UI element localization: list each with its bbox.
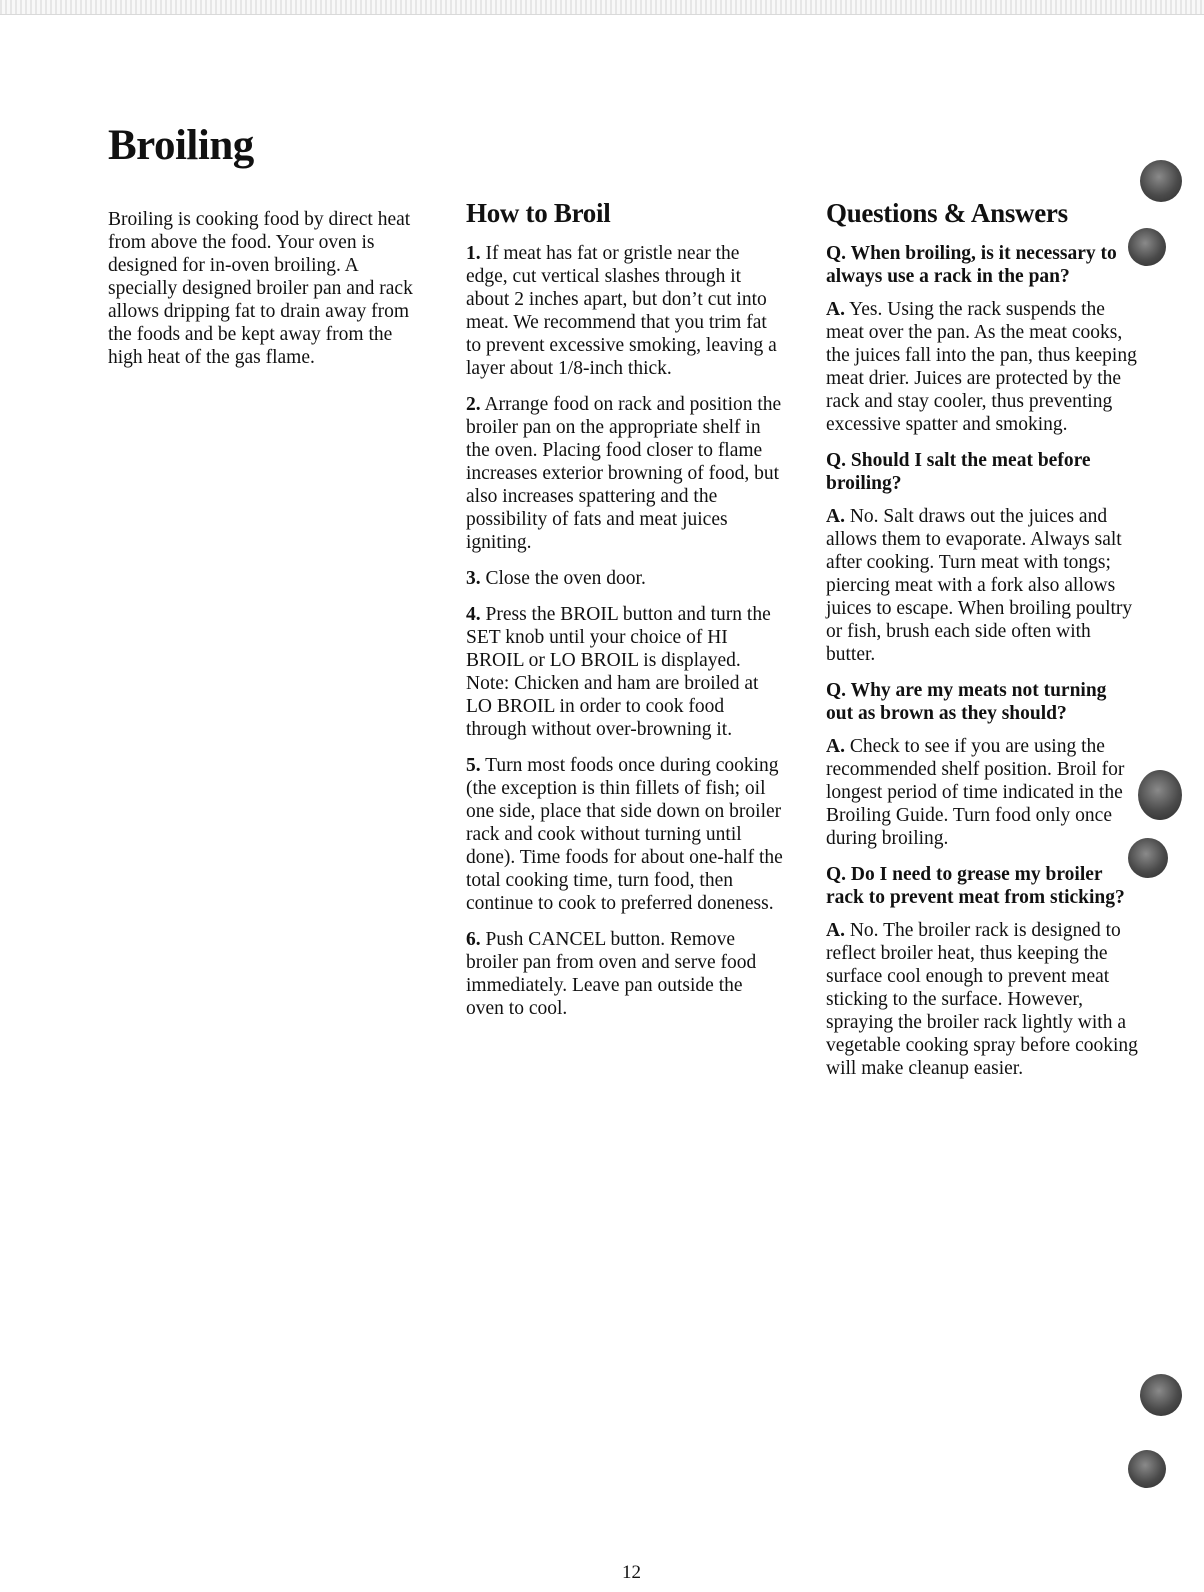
answer-label: A. <box>826 299 845 320</box>
answer-2 <box>826 505 1138 666</box>
binder-hole-icon <box>1140 1374 1182 1416</box>
step-4 <box>466 603 784 741</box>
step-text: Turn most foods once during cooking (the exception is thin fillets of fish; oil one side, place that side down on broiler rack and cook without turning until done). Time foods for about one-half the total cooking time, turn food, then continue to cook to preferred doneness. <box>466 755 783 914</box>
question-label: Q. <box>826 864 847 885</box>
answer-text: Yes. Using the rack suspends the meat over the pan. As the meat cooks, the juices fall into the pan, thus keeping meat drier. Juices are protected by the rack and stay cooler, thus preventing excessive spatter and smoking. <box>826 299 1137 435</box>
answer-4 <box>826 919 1138 1080</box>
binder-hole-icon <box>1138 770 1182 820</box>
intro-paragraph: Broiling is cooking food by direct heat from above the food. Your oven is designed for in-oven broiling. A specially designed broiler pan and rack allows dripping fat to drain away from the foods and be kept away from the high heat of the gas flame. <box>108 209 413 368</box>
intro-column <box>108 196 418 369</box>
step-number: 5. <box>466 755 481 776</box>
answer-1 <box>826 298 1138 436</box>
question-text: Why are my meats not turning out as brown as they should? <box>826 680 1107 724</box>
question-text: Do I need to grease my broiler rack to prevent meat from sticking? <box>826 864 1125 908</box>
answer-text: Check to see if you are using the recommended shelf position. Broil for longest period of time indicated in the Broiling Guide. Turn food only once during broiling. <box>826 736 1125 849</box>
step-3 <box>466 567 784 590</box>
question-label: Q. <box>826 243 847 264</box>
step-text: Close the oven door. <box>485 568 646 589</box>
binder-hole-icon <box>1140 160 1182 202</box>
question-1 <box>826 242 1138 288</box>
question-3 <box>826 679 1138 725</box>
step-text: Arrange food on rack and position the broiler pan on the appropriate shelf in the oven. Placing food closer to flame increases exterior browning of food, but also increases spattering and the possibility of fats and meat juices igniting. <box>466 394 782 553</box>
question-text: Should I salt the meat before broiling? <box>826 450 1091 494</box>
step-number: 1. <box>466 243 481 264</box>
step-1 <box>466 242 784 380</box>
step-text: If meat has fat or gristle near the edge, cut vertical slashes through it about 2 inches apart, but don’t cut into meat. We recommend that you trim fat to prevent excessive smoking, leaving a layer about 1/8-inch thick. <box>466 243 777 379</box>
step-text: Press the BROIL button and turn the SET knob until your choice of HI BROIL or LO BROIL is displayed. Note: Chicken and ham are broiled at LO BROIL in order to cook food through without over-browning it. <box>466 604 771 740</box>
page-title: Broiling <box>108 122 254 169</box>
step-text: Push CANCEL button. Remove broiler pan from oven and serve food immediately. Leave pan outside the oven to cool. <box>466 929 757 1019</box>
how-to-broil-heading: How to Broil <box>466 198 611 228</box>
answer-label: A. <box>826 920 845 941</box>
answer-text: No. Salt draws out the juices and allows them to evaporate. Always salt after cooking. Turn meat with tongs; piercing meat with a fork also allows juices to escape. When broiling poultry or fish, brush each side often with butter. <box>826 506 1133 665</box>
questions-answers-section <box>826 196 1138 1093</box>
question-label: Q. <box>826 680 847 701</box>
questions-answers-heading: Questions & Answers <box>826 198 1068 228</box>
page-number: 12 <box>622 1562 641 1583</box>
step-2 <box>466 393 784 554</box>
answer-text: No. The broiler rack is designed to reflect broiler heat, thus keeping the surface cool enough to prevent meat sticking to the surface. However, spraying the broiler rack lightly with a vegetable cooking spray before cooking will make cleanup easier. <box>826 920 1138 1079</box>
question-text: When broiling, is it necessary to always use a rack in the pan? <box>826 243 1117 287</box>
step-5 <box>466 754 784 915</box>
how-to-broil-section <box>466 196 784 1033</box>
binder-hole-icon <box>1128 838 1168 878</box>
step-number: 4. <box>466 604 481 625</box>
answer-label: A. <box>826 736 845 757</box>
question-2 <box>826 449 1138 495</box>
answer-3 <box>826 735 1138 850</box>
step-number: 2. <box>466 394 481 415</box>
step-number: 3. <box>466 568 481 589</box>
binder-hole-icon <box>1128 228 1166 266</box>
scan-artifact-strip <box>0 0 1204 15</box>
answer-label: A. <box>826 506 845 527</box>
question-4 <box>826 863 1138 909</box>
binder-hole-icon <box>1128 1450 1166 1488</box>
step-number: 6. <box>466 929 481 950</box>
step-6 <box>466 928 784 1020</box>
question-label: Q. <box>826 450 847 471</box>
